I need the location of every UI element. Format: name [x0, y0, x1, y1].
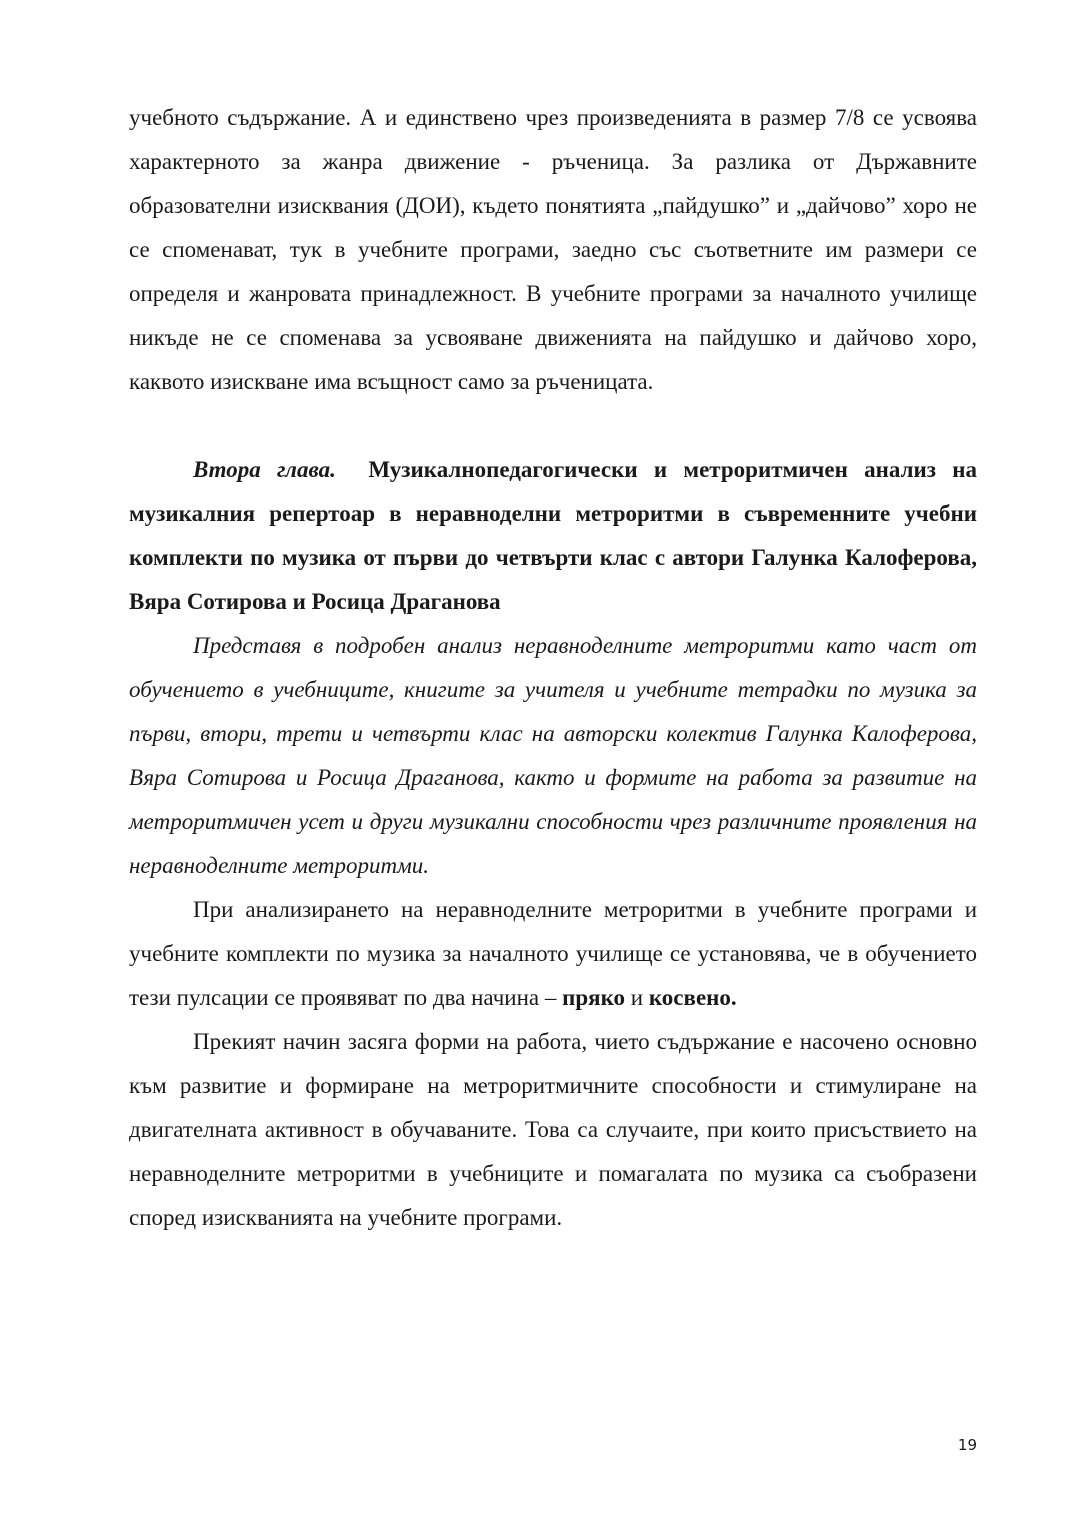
document-page	[129, 96, 977, 1240]
paragraph-chapter-summary: Представя в подробен анализ неравноделните метроритми като част от обучението в учебниците, книгите за учителя и учебните тетрадки по музика за първи, втори, трети и четвърти клас на авторски колектив Галунка Калоферова, Вяра Сотирова и Росица Драганова, както и формите на работа за развитие на метроритмичен усет и други музикални способности чрез различните проявления на неравноделните метроритми.	[129, 633, 977, 878]
chapter-label: Втора глава.	[193, 457, 336, 482]
chapter-heading	[129, 448, 977, 624]
paragraph-direct-method: Прекият начин засяга форми на работа, чието съдържание е насочено основно към развитие и формиране на метроритмичните способности и стимулиране на двигателната активност в обучаваните. Това са случаите, при които присъствието на неравноделните метроритми в учебниците и помагалата по музика са съобразени според изискванията на учебните програми.	[129, 1029, 977, 1230]
chapter-title: Музикалнопедагогически и метроритмичен анализ на музикалния репертоар в неравноделни метроритми в съвременните учебни комплекти по музика от първи до четвърти клас с автори Галунка Калоферова, Вяра Сотирова и Росица Драганова	[129, 457, 977, 614]
paragraph-intro: учебното съдържание. А и единствено чрез произведенията в размер 7/8 се усвоява характерното за жанра движение - ръченица. За разлика от Държавните образователни изисквания (ДОИ), където понятията „пайдушко” и „дайчово” хоро не се споменават, тук в учебните програми, заедно със съответните им размери се определя и жанровата принадлежност. В учебните програми за началното училище никъде не се споменава за усвояване движенията на пайдушко и дайчово хоро, каквото изискване има всъщност само за ръченицата.	[129, 105, 977, 394]
term-indirect: косвено.	[648, 985, 737, 1010]
page-number: 19	[957, 1436, 977, 1454]
term-direct: пряко	[562, 985, 626, 1010]
paragraph-analysis-text: При анализирането на неравноделните метроритми в учебните програми и учебните комплекти по музика за началното училище се установява, че в обучението тези пулсации се проявяват по два начина –	[129, 897, 977, 1010]
conjunction: и	[630, 985, 644, 1010]
paragraph-analysis	[129, 888, 977, 1020]
